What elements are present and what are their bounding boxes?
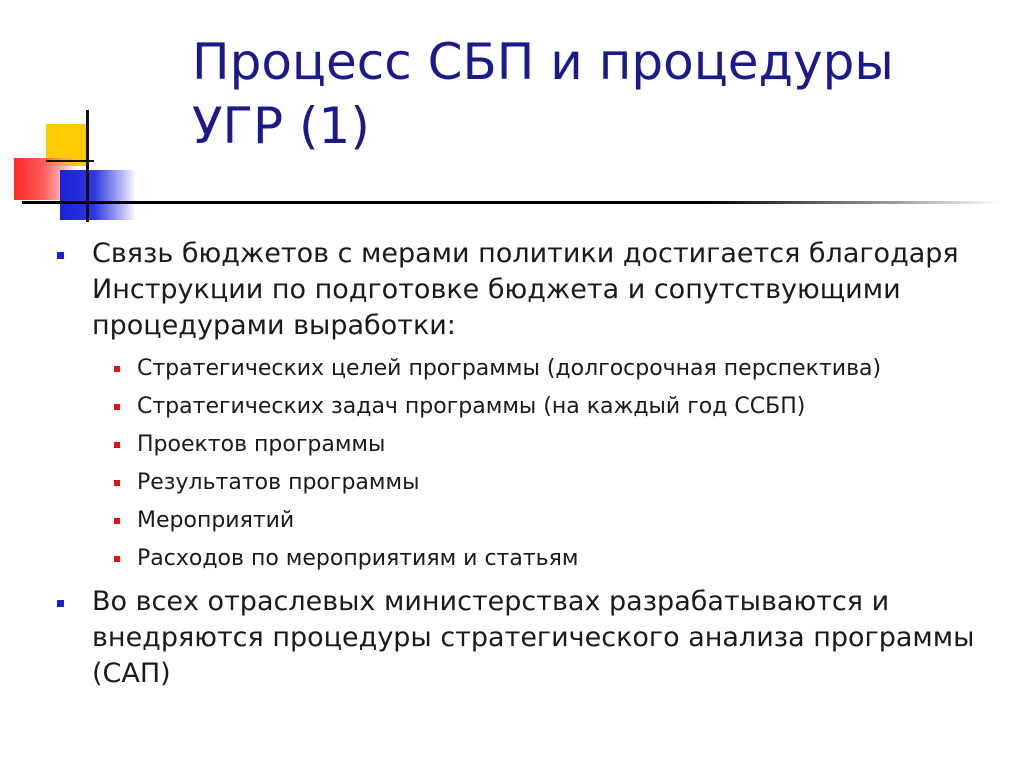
slide-body	[52, 236, 1002, 694]
decor-blue-square	[60, 170, 136, 220]
sub-bullet-item	[92, 502, 1002, 540]
sub-bullet-text: Результатов программы	[137, 470, 420, 495]
bullet-text: Связь бюджетов с мерами политики достигается благодаря Инструкции по подготовке бюджета и сопутствующими процедурами выработки:	[92, 238, 959, 341]
square-bullet-icon	[57, 600, 64, 607]
sub-bullet-item	[92, 388, 1002, 426]
sub-bullet-text: Мероприятий	[137, 508, 295, 533]
square-bullet-icon	[114, 518, 120, 524]
decor-short-horizontal-line	[46, 160, 94, 162]
sub-bullet-list	[92, 350, 1002, 578]
sub-bullet-text: Стратегических целей программы (долгосрочная перспектива)	[137, 356, 882, 381]
sub-bullet-text: Расходов по мероприятиям и статьям	[137, 546, 579, 571]
square-bullet-icon	[114, 480, 120, 486]
bullet-item	[52, 236, 1002, 578]
bullet-list	[52, 236, 1002, 692]
square-bullet-icon	[114, 366, 120, 372]
bullet-text: Во всех отраслевых министерствах разрабатываются и внедряются процедуры стратегического анализа программы (САП)	[92, 586, 975, 689]
square-bullet-icon	[114, 404, 120, 410]
square-bullet-icon	[114, 556, 120, 562]
sub-bullet-item	[92, 426, 1002, 464]
square-bullet-icon	[114, 442, 120, 448]
square-bullet-icon	[57, 252, 64, 259]
sub-bullet-item	[92, 540, 1002, 578]
sub-bullet-item	[92, 350, 1002, 388]
bullet-item	[52, 584, 1002, 692]
sub-bullet-text: Проектов программы	[137, 432, 386, 457]
sub-bullet-item	[92, 464, 1002, 502]
decor-vertical-line	[86, 110, 89, 222]
title-underline	[22, 201, 1002, 204]
sub-bullet-text: Стратегических задач программы (на каждый год ССБП)	[137, 394, 806, 419]
slide-title: Процесс СБП и процедуры УГР (1)	[192, 33, 894, 155]
